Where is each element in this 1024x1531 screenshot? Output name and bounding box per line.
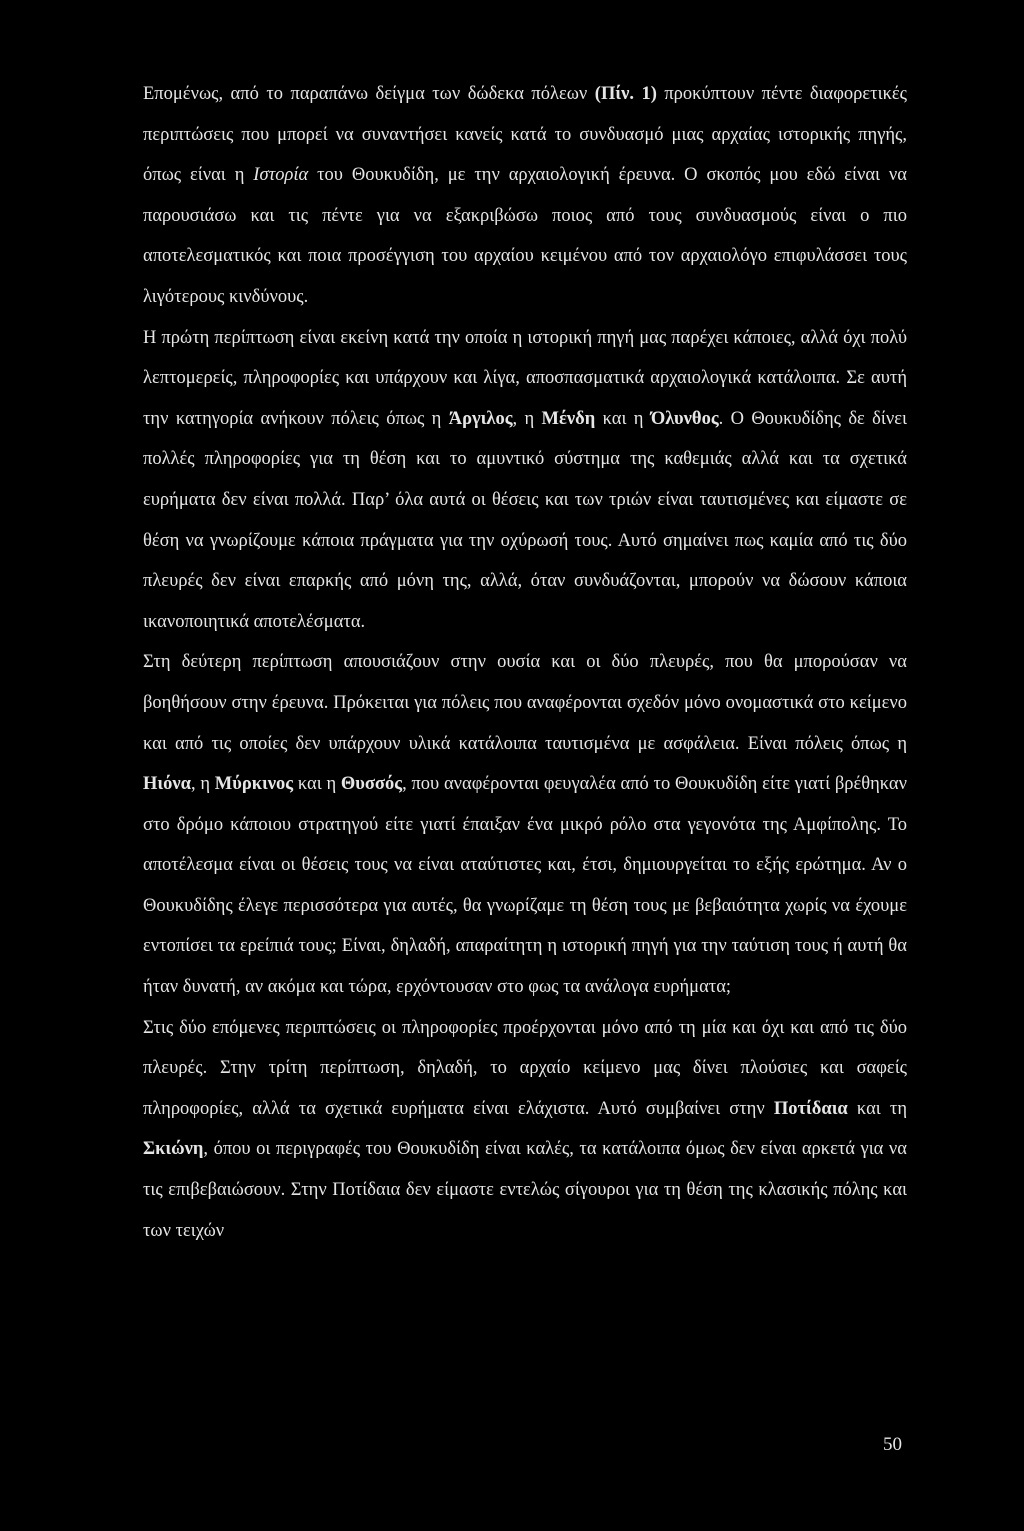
text-run: και η — [293, 774, 341, 795]
bold-term: (Πίν. 1) — [594, 84, 657, 104]
page-number: 50 — [883, 1434, 902, 1455]
text-run: και η — [595, 408, 651, 429]
text-run: προκύπτουν πέντε διαφορετικές περιπτώσεις που μπορεί να συναντήσει κανείς κατά το συνδυασμό μιας αρχαίας ιστορικής πηγής, όπως είναι η — [143, 84, 907, 186]
text-run: Στις δύο επόμενες περιπτώσεις οι πληροφορίες προέρχονται μόνο από τη μία και όχι και από τις δύο πλευρές. Στην τρίτη περίπτωση, δηλαδή, το αρχαίο κείμενο μας δίνει πλούσιες και σαφείς πληροφορίες, αλλά τα σχετικά ευρήματα είναι ελάχιστα. Αυτό συμβαίνει στην — [143, 1017, 907, 1119]
bold-term: Ποτίδαια — [773, 1098, 848, 1119]
text-run: Επομένως, από το παραπάνω δείγμα των δώδεκα πόλεων — [143, 84, 595, 104]
text-run: Η πρώτη περίπτωση είναι εκείνη κατά την οποία η ιστορική πηγή μας παρέχει κάποιες, αλλά όχι πολύ λεπτομερείς, πληροφορίες και υπάρχουν και λίγα, αποσπασματικά αρχαιολογικά κατάλοιπα. Σε αυτή την κατηγορία ανήκουν πόλεις όπως η — [143, 327, 907, 429]
paragraph-2 — [143, 318, 907, 643]
text-run: , όπου οι περιγραφές του Θουκυδίδη είναι καλές, τα κατάλοιπα όμως δεν είναι αρκετά για να τις επιβεβαιώσουν. Στην Ποτίδαια δεν είμαστε εντελώς σίγουροι για τη θέση της κλασικής πόλης και των τειχών — [143, 1139, 907, 1241]
bold-term: Άργιλος — [448, 408, 513, 429]
text-run: , η — [512, 408, 542, 429]
text-run: , που αναφέρονται φευγαλέα από το Θουκυδίδη είτε γιατί βρέθηκαν στο δρόμο κάποιου στρατηγού είτε γιατί έπαιξαν ένα μικρό ρόλο στα γεγονότα της Αμφίπολης. Το αποτέλεσμα είναι οι θέσεις τους να είναι αταύτιστες και, έτσι, δημιουργείται το εξής ερώτημα. Αν ο Θουκυδίδης έλεγε περισσότερα για αυτές, θα γνωρίζαμε τη θέση τους με βεβαιότητα χωρίς να έχουμε εντοπίσει τα ερείπιά τους; Είναι, δηλαδή, απαραίτητη η ιστορική πηγή για την ταύτιση τους ή αυτή θα ήταν δυνατή, αν ακόμα και τώρα, ερχόντουσαν στο φως τα ανάλογα ευρήματα; — [143, 774, 907, 998]
paragraph-3 — [143, 642, 907, 1007]
text-run: και τη — [847, 1098, 907, 1119]
bold-term: Ηιόνα — [143, 774, 191, 795]
text-run: , η — [190, 774, 215, 795]
document-body — [143, 74, 907, 1251]
text-run: του Θουκυδίδη, με την αρχαιολογική έρευνα. Ο σκοπός μου εδώ είναι να παρουσιάσω και τις πέντε για να εξακριβώσω ποιος από τους συνδυασμούς είναι ο πιο αποτελεσματικός και ποια προσέγγιση του αρχαίου κειμένου από τον αρχαιολόγο επιφυλάσσει τους λιγότερους κινδύνους. — [143, 165, 907, 307]
text-run: Στη δεύτερη περίπτωση απουσιάζουν στην ουσία και οι δύο πλευρές, που θα μπορούσαν να βοηθήσουν στην έρευνα. Πρόκειται για πόλεις που αναφέρονται σχεδόν μόνο ονομαστικά στο κείμενο και από τις οποίες δεν υπάρχουν υλικά κατάλοιπα ταυτισμένα με ασφάλεια. Είναι πόλεις όπως η — [143, 652, 907, 754]
bold-term: Μένδη — [541, 408, 596, 429]
bold-term: Σκιώνη — [143, 1139, 204, 1160]
bold-term: Όλυνθος — [650, 408, 719, 429]
text-run: . Ο Θουκυδίδης δε δίνει πολλές πληροφορίες για τη θέση και το αμυντικό σύστημα της καθεμιάς αλλά και τα σχετικά ευρήματα δεν είναι πολλά. Παρ’ όλα αυτά οι θέσεις και των τριών είναι ταυτισμένες και είμαστε σε θέση να γνωρίζουμε κάποια πράγματα για την οχύρωσή τους. Αυτό σημαίνει πως καμία από τις δύο πλευρές δεν είναι επαρκής από μόνη της, αλλά, όταν συνδυάζονται, μπορούν να δώσουν κάποια ικανοποιητικά αποτελέσματα. — [143, 408, 907, 632]
bold-term: Μύρκινος — [214, 774, 294, 795]
italic-term: Ιστορία — [253, 165, 309, 186]
paragraph-1 — [143, 74, 907, 318]
bold-term: Θυσσός — [340, 774, 403, 795]
paragraph-4 — [143, 1008, 907, 1252]
